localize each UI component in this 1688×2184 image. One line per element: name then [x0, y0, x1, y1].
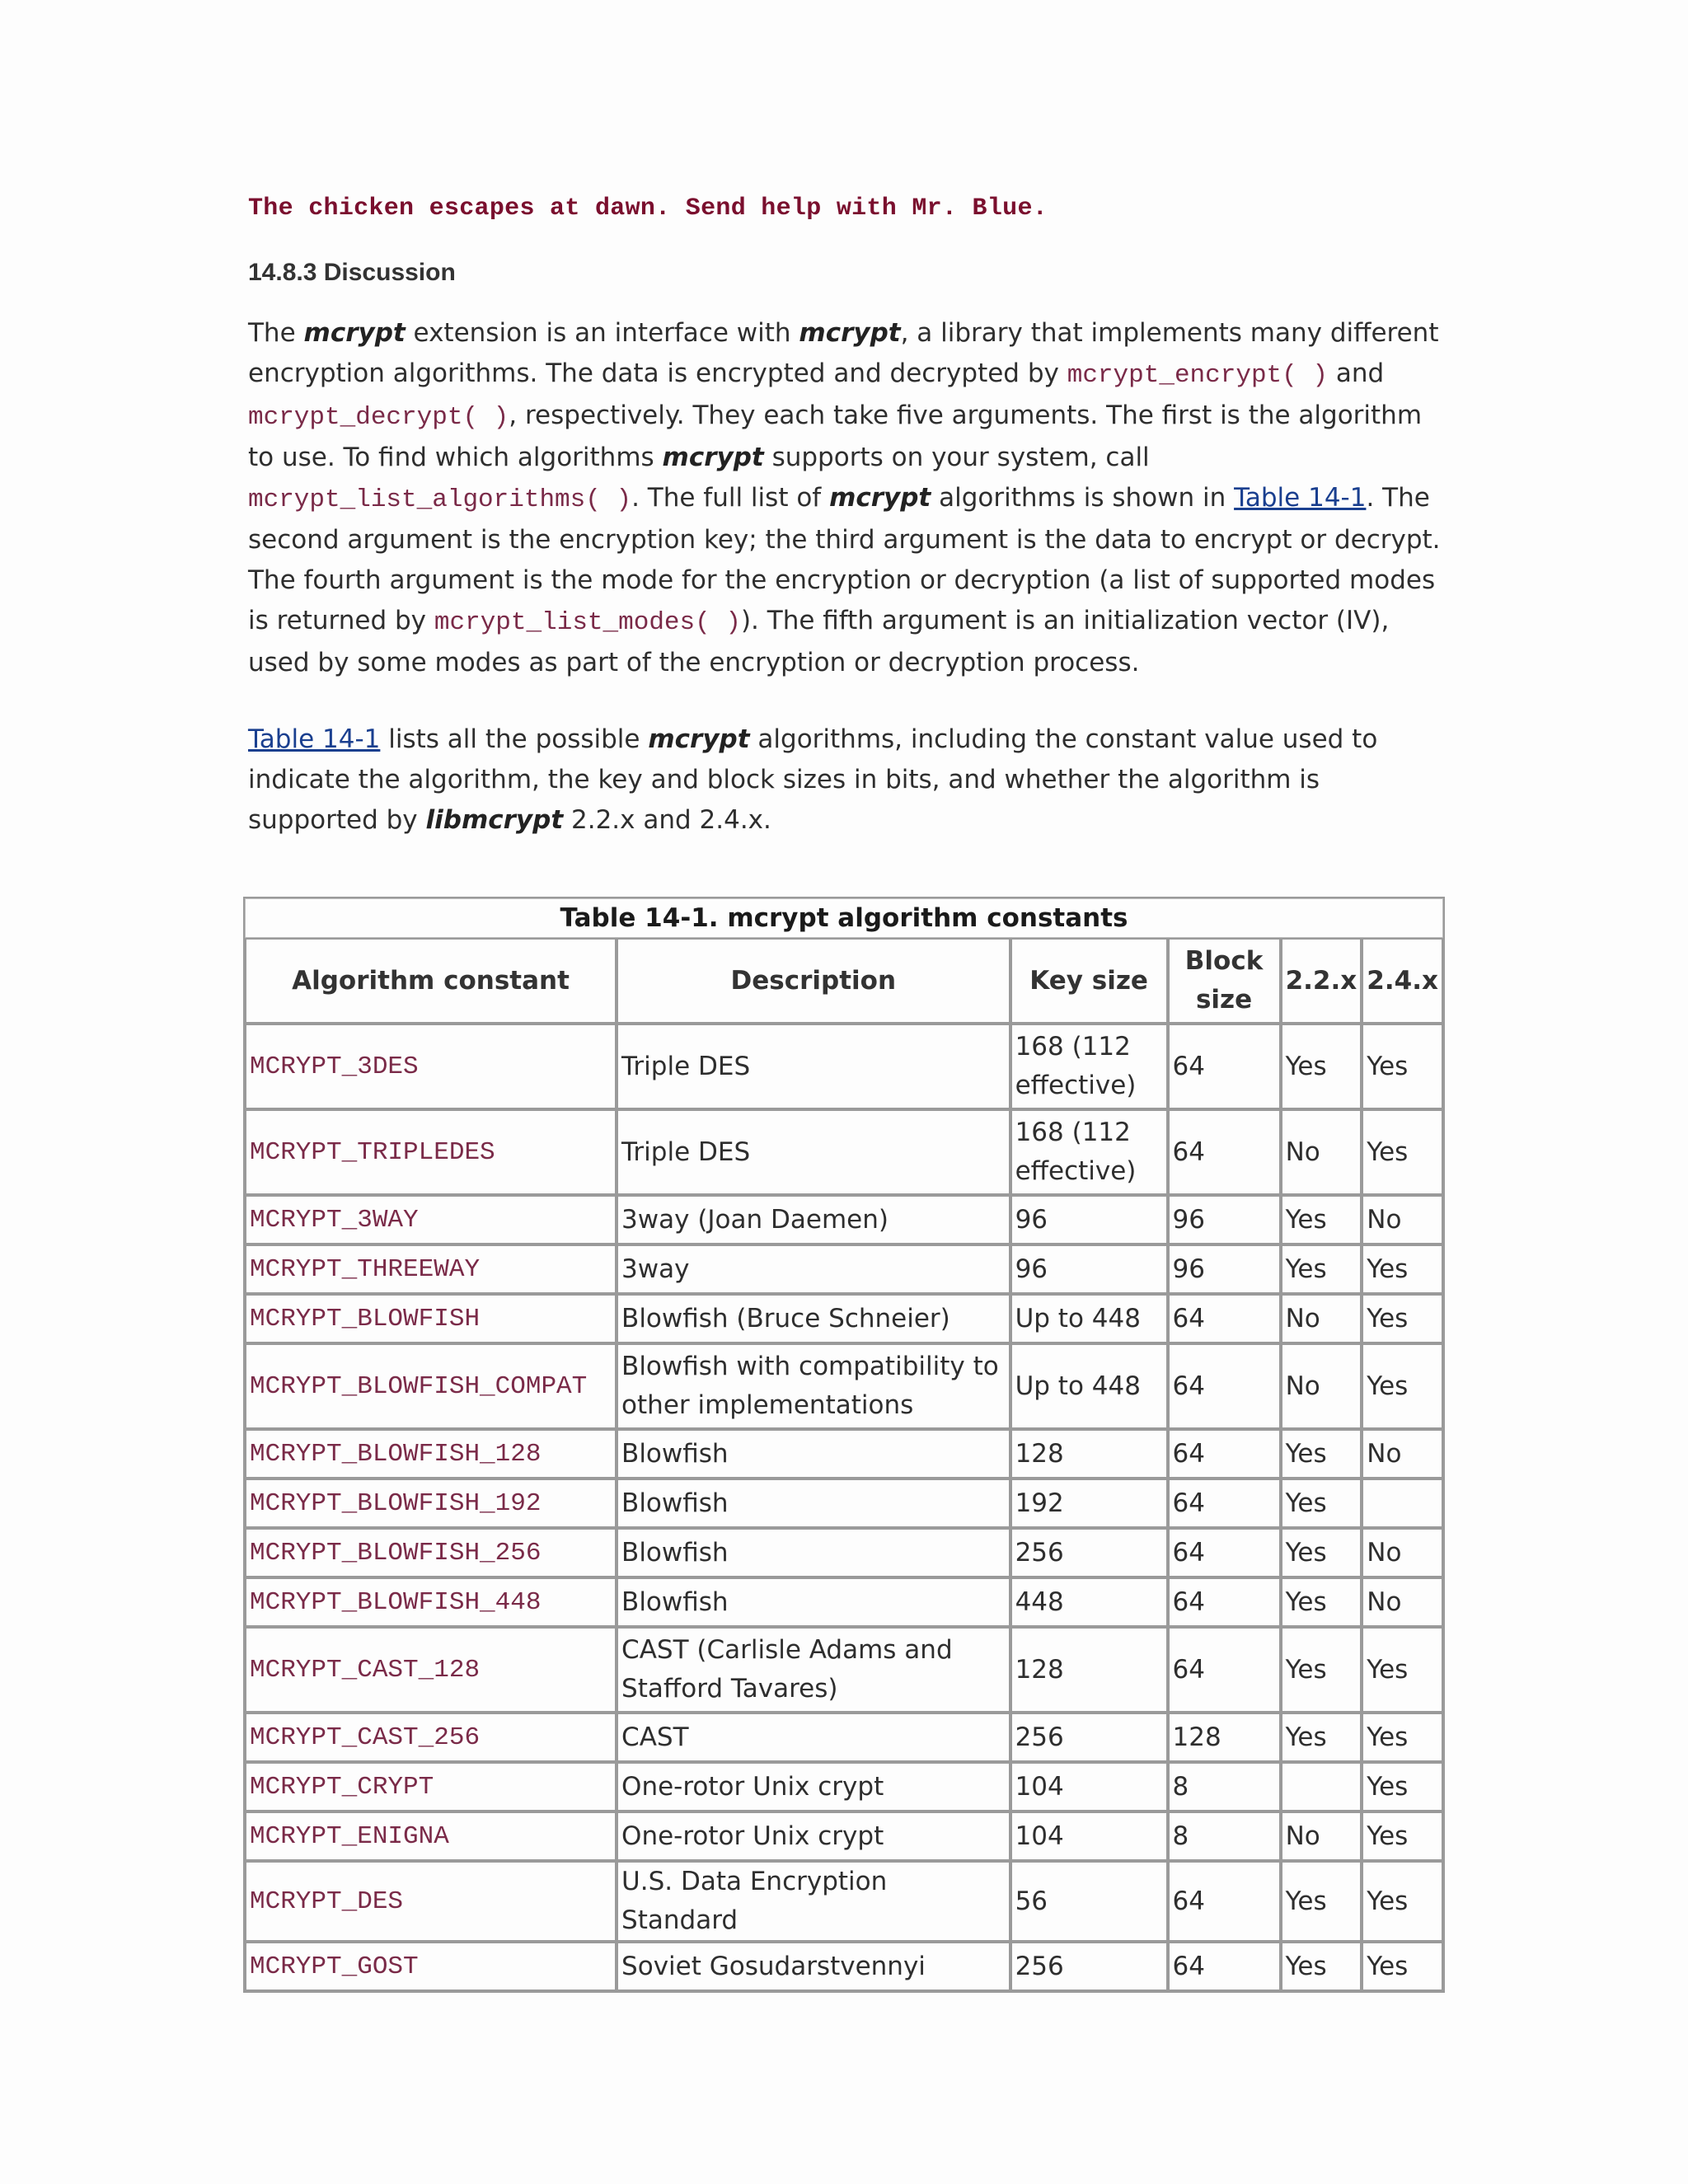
key-size-cell: 448 [1010, 1577, 1168, 1627]
block-size-cell: 64 [1168, 1024, 1281, 1109]
code-output-line: The chicken escapes at dawn. Send help with Mr. Blue. [248, 194, 1048, 223]
algorithm-constant-cell: MCRYPT_ENIGNA [245, 1811, 617, 1861]
key-size-cell: 128 [1010, 1429, 1168, 1479]
text: extension is an interface with [405, 318, 799, 348]
algorithm-constant-cell: MCRYPT_3DES [245, 1024, 617, 1109]
key-size-cell: Up to 448 [1010, 1294, 1168, 1343]
column-header: 2.4.x [1362, 938, 1443, 1024]
emphasis-mcrypt: mcrypt [829, 483, 931, 513]
key-size-cell: 96 [1010, 1244, 1168, 1294]
key-size-cell: 192 [1010, 1479, 1168, 1528]
discussion-paragraph-2 [248, 719, 1451, 841]
key-size-cell: 256 [1010, 1942, 1168, 1991]
libmcrypt-22x-cell: Yes [1281, 1713, 1362, 1762]
libmcrypt-24x-cell: Yes [1362, 1109, 1443, 1195]
libmcrypt-24x-cell: Yes [1362, 1244, 1443, 1294]
description-cell: Triple DES [617, 1024, 1010, 1109]
block-size-cell: 64 [1168, 1577, 1281, 1627]
table-row [245, 1294, 1443, 1343]
description-cell: Blowfish [617, 1479, 1010, 1528]
libmcrypt-22x-cell: Yes [1281, 1429, 1362, 1479]
column-header: Key size [1010, 938, 1168, 1024]
table-caption: Table 14-1. mcrypt algorithm constants [245, 898, 1443, 938]
libmcrypt-22x-cell: Yes [1281, 1577, 1362, 1627]
algorithm-constant-cell: MCRYPT_BLOWFISH_448 [245, 1577, 617, 1627]
libmcrypt-22x-cell: Yes [1281, 1627, 1362, 1713]
text: , respectively. They each take five arguments. The first is the algorithm to use. To find which algorithms [248, 401, 1423, 472]
description-cell: CAST (Carlisle Adams and Stafford Tavares) [617, 1627, 1010, 1713]
libmcrypt-24x-cell: No [1362, 1528, 1443, 1577]
text: algorithms, including the constant value used to indicate the algorithm, the key and block sizes in bits, and whether the algorithm is supported by [248, 724, 1378, 835]
block-size-cell: 64 [1168, 1942, 1281, 1991]
column-header: Block size [1168, 938, 1281, 1024]
block-size-cell: 128 [1168, 1713, 1281, 1762]
description-cell: Blowfish (Bruce Schneier) [617, 1294, 1010, 1343]
text: The [248, 318, 304, 348]
document-body [248, 194, 1451, 841]
description-cell: Blowfish [617, 1577, 1010, 1627]
algorithm-constant-cell: MCRYPT_GOST [245, 1942, 617, 1991]
code-mcrypt-encrypt: mcrypt_encrypt( ) [1067, 361, 1328, 390]
column-header: Description [617, 938, 1010, 1024]
libmcrypt-24x-cell: Yes [1362, 1294, 1443, 1343]
code-mcrypt-list-modes: mcrypt_list_modes( ) [434, 608, 741, 637]
table-row [245, 1024, 1443, 1109]
algorithm-constant-cell: MCRYPT_BLOWFISH_COMPAT [245, 1343, 617, 1429]
text: 2.2.x and 2.4.x. [563, 805, 771, 835]
block-size-cell: 64 [1168, 1528, 1281, 1577]
libmcrypt-22x-cell [1281, 1762, 1362, 1811]
description-cell: One-rotor Unix crypt [617, 1762, 1010, 1811]
algorithm-constant-cell: MCRYPT_DES [245, 1861, 617, 1942]
emphasis-mcrypt: mcrypt [662, 443, 764, 472]
block-size-cell: 96 [1168, 1244, 1281, 1294]
libmcrypt-22x-cell: Yes [1281, 1195, 1362, 1244]
key-size-cell: 168 (112 effective) [1010, 1109, 1168, 1195]
algorithm-constant-cell: MCRYPT_BLOWFISH_256 [245, 1528, 617, 1577]
text: supports on your system, call [763, 443, 1150, 472]
libmcrypt-22x-cell: Yes [1281, 1942, 1362, 1991]
table-row [245, 1861, 1443, 1942]
block-size-cell: 64 [1168, 1429, 1281, 1479]
table-14-1-link[interactable]: Table 14-1 [1234, 483, 1367, 513]
column-header: Algorithm constant [245, 938, 617, 1024]
table-row [245, 1195, 1443, 1244]
discussion-paragraph-1 [248, 313, 1451, 683]
algorithm-constant-cell: MCRYPT_3WAY [245, 1195, 617, 1244]
text: . The second argument is the encryption key; the third argument is the data to encrypt or decrypt. The fourth argument is the mode for the encryption or decryption (a list of supported modes is returned by [248, 483, 1441, 635]
algorithm-constant-cell: MCRYPT_BLOWFISH_128 [245, 1429, 617, 1479]
table-row [245, 1942, 1443, 1991]
table-row [245, 1762, 1443, 1811]
emphasis-mcrypt: mcrypt [799, 318, 901, 348]
table-row [245, 1627, 1443, 1713]
column-header: 2.2.x [1281, 938, 1362, 1024]
description-cell: Blowfish [617, 1528, 1010, 1577]
libmcrypt-24x-cell: No [1362, 1429, 1443, 1479]
key-size-cell: 104 [1010, 1762, 1168, 1811]
libmcrypt-22x-cell: Yes [1281, 1861, 1362, 1942]
description-cell: U.S. Data Encryption Standard [617, 1861, 1010, 1942]
key-size-cell: 256 [1010, 1713, 1168, 1762]
libmcrypt-24x-cell: Yes [1362, 1762, 1443, 1811]
description-cell: 3way (Joan Daemen) [617, 1195, 1010, 1244]
block-size-cell: 64 [1168, 1343, 1281, 1429]
block-size-cell: 8 [1168, 1811, 1281, 1861]
block-size-cell: 64 [1168, 1294, 1281, 1343]
libmcrypt-24x-cell: Yes [1362, 1861, 1443, 1942]
key-size-cell: 128 [1010, 1627, 1168, 1713]
description-cell: 3way [617, 1244, 1010, 1294]
algorithm-constant-cell: MCRYPT_BLOWFISH [245, 1294, 617, 1343]
algorithm-constant-cell: MCRYPT_CRYPT [245, 1762, 617, 1811]
key-size-cell: 168 (112 effective) [1010, 1024, 1168, 1109]
table-14-1-link[interactable]: Table 14-1 [248, 724, 381, 754]
table-row [245, 1479, 1443, 1528]
text: algorithms is shown in [931, 483, 1235, 513]
libmcrypt-22x-cell: Yes [1281, 1528, 1362, 1577]
text: and [1327, 359, 1385, 388]
table-row [245, 1429, 1443, 1479]
libmcrypt-24x-cell: No [1362, 1195, 1443, 1244]
table-row [245, 1713, 1443, 1762]
code-mcrypt-list-algorithms: mcrypt_list_algorithms( ) [248, 485, 632, 514]
algorithm-constant-cell: MCRYPT_TRIPLEDES [245, 1109, 617, 1195]
libmcrypt-22x-cell: No [1281, 1343, 1362, 1429]
libmcrypt-24x-cell: Yes [1362, 1713, 1443, 1762]
libmcrypt-22x-cell: Yes [1281, 1244, 1362, 1294]
block-size-cell: 64 [1168, 1861, 1281, 1942]
description-cell: Triple DES [617, 1109, 1010, 1195]
libmcrypt-22x-cell: No [1281, 1109, 1362, 1195]
table-row [245, 1577, 1443, 1627]
libmcrypt-22x-cell: Yes [1281, 1479, 1362, 1528]
text: lists all the possible [380, 724, 649, 754]
emphasis-mcrypt: mcrypt [303, 318, 406, 348]
libmcrypt-24x-cell: Yes [1362, 1811, 1443, 1861]
libmcrypt-22x-cell: No [1281, 1294, 1362, 1343]
table-row [245, 1528, 1443, 1577]
algorithm-constant-cell: MCRYPT_CAST_128 [245, 1627, 617, 1713]
text: . The full list of [631, 483, 830, 513]
key-size-cell: Up to 448 [1010, 1343, 1168, 1429]
key-size-cell: 96 [1010, 1195, 1168, 1244]
table-row [245, 1343, 1443, 1429]
algorithm-constant-cell: MCRYPT_THREEWAY [245, 1244, 617, 1294]
description-cell: Blowfish with compatibility to other implementations [617, 1343, 1010, 1429]
key-size-cell: 104 [1010, 1811, 1168, 1861]
block-size-cell: 8 [1168, 1762, 1281, 1811]
block-size-cell: 64 [1168, 1109, 1281, 1195]
mcrypt-algorithm-table [243, 897, 1445, 1993]
libmcrypt-24x-cell [1362, 1479, 1443, 1528]
key-size-cell: 56 [1010, 1861, 1168, 1942]
block-size-cell: 96 [1168, 1195, 1281, 1244]
table-row [245, 1244, 1443, 1294]
emphasis-mcrypt: mcrypt [648, 724, 750, 754]
key-size-cell: 256 [1010, 1528, 1168, 1577]
libmcrypt-24x-cell: Yes [1362, 1627, 1443, 1713]
description-cell: Soviet Gosudarstvennyi [617, 1942, 1010, 1991]
description-cell: One-rotor Unix crypt [617, 1811, 1010, 1861]
libmcrypt-24x-cell: Yes [1362, 1343, 1443, 1429]
section-heading: 14.8.3 Discussion [248, 259, 456, 286]
libmcrypt-22x-cell: No [1281, 1811, 1362, 1861]
code-mcrypt-decrypt: mcrypt_decrypt( ) [248, 403, 509, 432]
description-cell: CAST [617, 1713, 1010, 1762]
emphasis-libmcrypt: libmcrypt [425, 805, 564, 835]
algorithm-constant-cell: MCRYPT_BLOWFISH_192 [245, 1479, 617, 1528]
text: ). The fifth argument is an initialization vector (IV), used by some modes as part of the encryption or decryption process. [248, 606, 1390, 677]
table-row [245, 1811, 1443, 1861]
algorithm-constant-cell: MCRYPT_CAST_256 [245, 1713, 617, 1762]
block-size-cell: 64 [1168, 1479, 1281, 1528]
description-cell: Blowfish [617, 1429, 1010, 1479]
libmcrypt-24x-cell: No [1362, 1577, 1443, 1627]
libmcrypt-24x-cell: Yes [1362, 1942, 1443, 1991]
text: , a library that implements many different encryption algorithms. The data is encrypted and decrypted by [248, 318, 1439, 388]
block-size-cell: 64 [1168, 1627, 1281, 1713]
table-row [245, 1109, 1443, 1195]
libmcrypt-24x-cell: Yes [1362, 1024, 1443, 1109]
libmcrypt-22x-cell: Yes [1281, 1024, 1362, 1109]
